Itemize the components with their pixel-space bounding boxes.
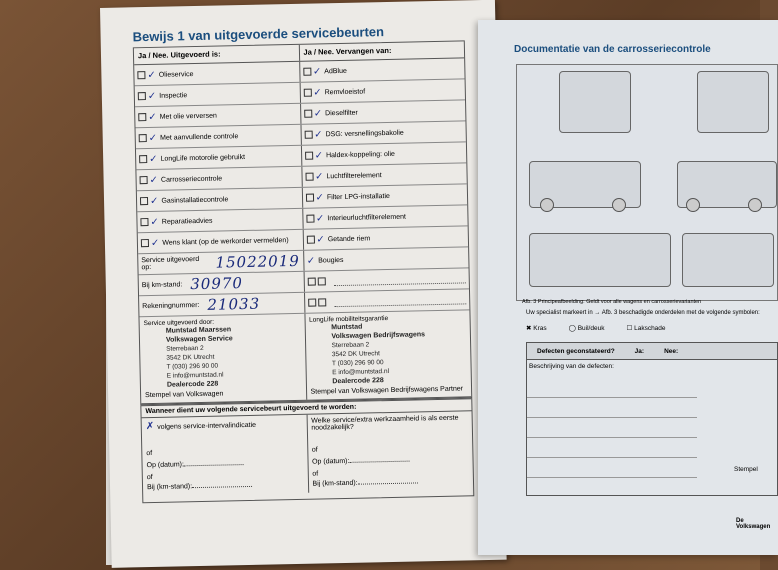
checkbox-icon [138, 92, 146, 100]
next-service-left [142, 415, 309, 496]
legend-item: ◯ Buil/deuk [568, 325, 605, 332]
replaced-item: AdBlue [324, 67, 347, 75]
performed-item: Olieservice [158, 70, 194, 79]
check-icon: ✓ [147, 69, 156, 81]
van-rear-view [697, 71, 769, 133]
stamp-line: 3542 DK Utrecht [166, 353, 215, 362]
stamp-line: Sterrebaan 2 [331, 341, 370, 350]
performed-item: Met aanvullende controle [160, 132, 239, 142]
date-label: Op (datum): [146, 461, 185, 470]
check-icon: ✓ [315, 212, 325, 225]
checkbox-icon [308, 299, 316, 307]
van-side-left [529, 161, 641, 208]
longlife-label: LongLife mobiliteitsgarantie [309, 315, 389, 324]
left-page [100, 0, 507, 568]
van-side-right [677, 161, 777, 208]
van-underside-view [682, 233, 774, 287]
damage-legend [526, 324, 666, 332]
check-icon: ✓ [316, 233, 325, 246]
service-by-label: Service uitgevoerd door: [143, 318, 215, 328]
dealer-stamp-right [331, 321, 426, 386]
check-icon: ✓ [150, 237, 160, 249]
service-date-label: Service uitgevoerd op: [141, 255, 200, 272]
checkbox-icon [139, 134, 147, 142]
replaced-item: Getande riem [327, 234, 371, 243]
check-icon: ✓ [314, 128, 323, 141]
interval-label: volgens service-intervalindicatie [157, 421, 257, 431]
stamp-line: Dealercode 228 [166, 380, 219, 389]
marking-instruction: Uw specialist markeert in → Afb. 3 beschadigde onderdelen met de volgende symbolen: [526, 310, 760, 316]
stempel-label: Stempel [734, 466, 758, 473]
page-title: Bewijs 1 van uitgevoerde servicebeurten [132, 24, 385, 45]
checkbox-icon [140, 218, 148, 226]
figure-caption: Afb. 3 Principeafbeelding: Geldt voor alle wagens en carrosserievarianten [522, 299, 702, 305]
checkbox-icon [140, 176, 148, 184]
invoice-label: Rekeningnummer: [142, 301, 200, 310]
replaced-item: Dieselfilter [325, 109, 358, 117]
right-page-title: Documentatie van de carrosseriecontrole [514, 44, 711, 55]
check-icon: ✓ [150, 216, 159, 228]
stamp-line: 3542 DK Utrecht [331, 350, 380, 359]
check-icon: ✓ [149, 174, 159, 186]
right-footer: De Volkswagen [736, 518, 771, 530]
performed-item: Inspectie [159, 91, 188, 100]
checkbox-icon [318, 298, 326, 306]
km-label: Bij km-stand: [141, 280, 183, 289]
stamp-line: Muntstad Maarssen [165, 326, 232, 335]
dealer-stamp-left [166, 325, 234, 389]
checkbox-icon [304, 131, 312, 139]
stamp-line: T (030) 296 90 00 [331, 359, 384, 368]
of-label: of [311, 446, 318, 454]
blank-line [333, 273, 466, 286]
checkbox-icon [140, 197, 148, 205]
performed-item: Wens klant (op de werkorder vermelden) [162, 236, 289, 247]
check-icon: ✓ [148, 111, 157, 123]
km-field-label: Bij (km-stand): [312, 479, 358, 488]
vehicle-diagram [516, 64, 778, 301]
checkbox-icon [138, 113, 146, 121]
checkbox-icon [306, 215, 314, 223]
right-page [478, 20, 778, 555]
replaced-item: Interieurluchtfilterelement [327, 213, 406, 222]
checkbox-icon [303, 68, 311, 76]
van-top-view [529, 233, 671, 287]
next-service-right [307, 411, 473, 492]
stamp-line: Volkswagen Service [165, 335, 233, 344]
performed-item: LongLife motorolie gebruikt [160, 153, 246, 163]
check-icon: ✗ [145, 420, 155, 433]
next-service-header: Wanneer dient uw volgende servicebeurt uitgevoerd te worden: [141, 399, 471, 418]
replaced-item: DSG: versnellingsbakolie [325, 129, 404, 138]
extra-work-label: Welke service/extra werkzaamheid is als eerste noodzakelijk? [311, 414, 459, 432]
check-icon: ✓ [149, 195, 159, 207]
replaced-item: Filter LPG-installatie [326, 192, 390, 201]
km-field-label: Bij (km-stand): [146, 483, 193, 492]
next-service-box [140, 398, 474, 503]
ja-label: Ja: [634, 347, 645, 355]
stamp-line: T (030) 296 90 00 [166, 362, 219, 371]
header-replaced: Ja / Nee. Vervangen van: [303, 45, 392, 57]
check-icon: ✓ [315, 191, 325, 204]
stamp-line: Sterrebaan 2 [166, 344, 204, 353]
stamp-line: E info@muntstad.nl [166, 371, 224, 380]
stamp-line: Volkswagen Bedrijfswagens [331, 331, 426, 341]
checkbox-icon [317, 277, 325, 285]
checkbox-icon [305, 152, 313, 160]
service-date-value: 15022019 [215, 251, 301, 272]
check-icon: ✓ [149, 153, 158, 165]
check-icon: ✓ [306, 255, 316, 267]
of-label: of [312, 470, 319, 478]
bougies-label: Bougies [318, 256, 344, 264]
checkbox-icon [141, 239, 149, 247]
checkbox-icon [305, 173, 313, 181]
legend-item: ☐ Lakschade [626, 325, 666, 332]
check-icon: ✓ [314, 149, 324, 162]
check-icon: ✓ [312, 65, 322, 78]
service-table [133, 40, 472, 405]
nee-label: Nee: [664, 347, 679, 355]
km-value: 30970 [190, 274, 244, 294]
checkbox-icon [137, 71, 145, 79]
check-icon: ✓ [148, 132, 158, 144]
performed-item: Carrosseriecontrole [160, 174, 223, 184]
performed-item: Reparatieadvies [161, 217, 213, 226]
header-performed: Ja / Nee. Uitgevoerd is: [134, 45, 300, 64]
checkbox-icon [307, 278, 315, 286]
checkbox-icon [305, 194, 313, 202]
defect-description-label: Beschrijving van de defecten: [529, 363, 614, 370]
check-icon: ✓ [313, 107, 323, 120]
of-label: of [146, 474, 153, 482]
stamp-line: Muntstad [331, 323, 363, 332]
check-icon: ✓ [147, 90, 157, 102]
checkbox-icon [306, 236, 314, 244]
stamp-line: Dealercode 228 [332, 377, 384, 386]
blank-line [334, 294, 467, 307]
of-label: of [146, 450, 153, 458]
defect-question: Defecten geconstateerd? [537, 347, 615, 355]
replaced-item: Remvloeistof [324, 87, 366, 96]
checkbox-icon [304, 110, 312, 118]
stamp-line: E info@muntstad.nl [332, 368, 390, 377]
service-stamp-row [139, 310, 471, 404]
performed-item: Met olie verversen [159, 112, 217, 121]
replaced-item: Haldex-koppeling: olie [325, 150, 395, 159]
checkbox-icon [139, 155, 147, 163]
stempel-left: Stempel van Volkswagen [145, 390, 224, 400]
van-front-view [559, 71, 631, 133]
invoice-value: 21033 [207, 294, 261, 314]
check-icon: ✓ [313, 86, 322, 99]
check-icon: ✓ [314, 170, 324, 183]
legend-item: ✖ Kras [526, 325, 547, 332]
checkbox-icon [303, 89, 311, 97]
date-label: Op (datum): [311, 457, 350, 466]
performed-item: Gasinstallatiecontrole [161, 195, 229, 205]
stempel-right: Stempel van Volkswagen Bedrijfswagens Partner [310, 385, 464, 396]
replaced-item: Luchtfilterelement [326, 171, 382, 180]
table-rows [134, 58, 468, 254]
